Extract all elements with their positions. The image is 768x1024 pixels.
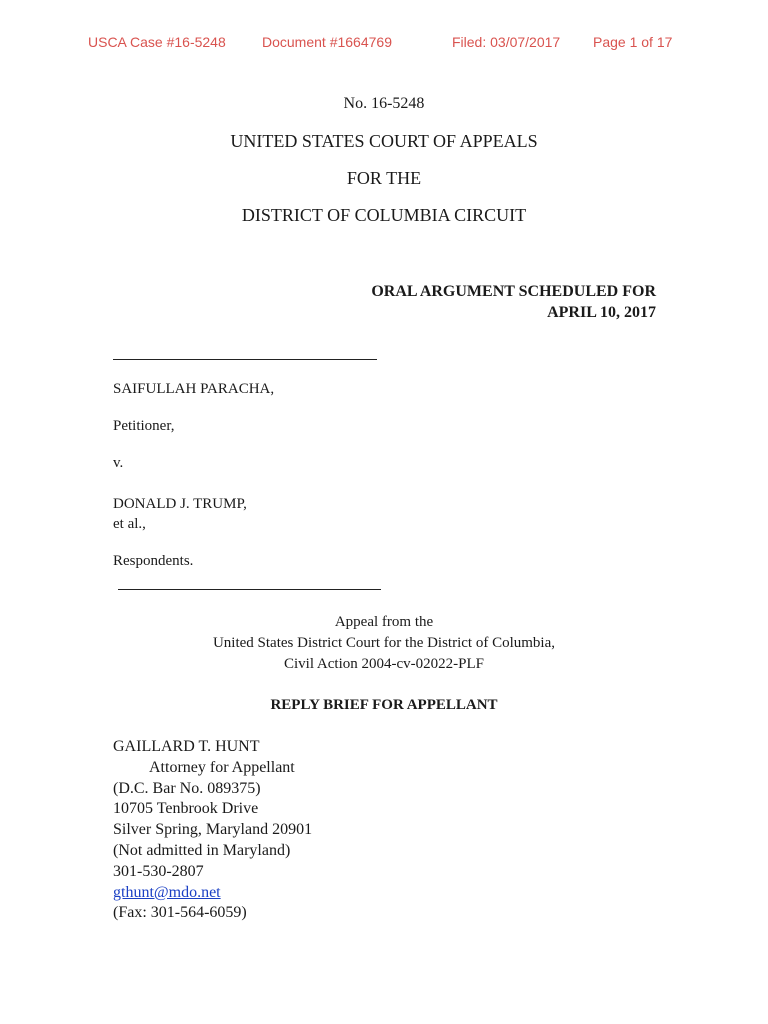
respondent-name: DONALD J. TRUMP, [113, 496, 247, 512]
header-case-number: USCA Case #16-5248 [88, 34, 226, 50]
oral-argument-line-1: ORAL ARGUMENT SCHEDULED FOR [371, 283, 656, 300]
attorney-name: GAILLARD T. HUNT [113, 738, 260, 755]
caption-rule-bottom [118, 589, 381, 590]
attorney-role: Attorney for Appellant [149, 758, 295, 776]
attorney-fax: (Fax: 301-564-6059) [113, 904, 247, 922]
attorney-phone: 301-530-2807 [113, 862, 204, 880]
header-page-count: Page 1 of 17 [593, 34, 673, 50]
attorney-note: (Not admitted in Maryland) [113, 841, 291, 859]
docket-number: No. 16-5248 [343, 95, 425, 112]
appeal-civil-action: Civil Action 2004-cv-02022-PLF [284, 656, 484, 672]
court-name-line-2: FOR THE [346, 168, 422, 188]
court-name-line-1: UNITED STATES COURT OF APPEALS [230, 131, 538, 151]
header-filed-date: Filed: 03/07/2017 [452, 34, 561, 50]
attorney-bar-number: (D.C. Bar No. 089375) [113, 779, 261, 797]
petitioner-role: Petitioner, [113, 418, 175, 434]
appeal-line-1: Appeal from the [334, 614, 434, 630]
petitioner-name: SAIFULLAH PARACHA, [113, 381, 275, 397]
respondent-et-al: et al., [113, 516, 146, 532]
versus: v. [113, 455, 124, 471]
oral-argument-notice [371, 281, 656, 323]
attorney-block [113, 737, 312, 924]
appeal-info [0, 612, 768, 675]
attorney-city: Silver Spring, Maryland 20901 [113, 821, 313, 839]
court-name-line-3: DISTRICT OF COLUMBIA CIRCUIT [241, 205, 527, 225]
attorney-email-link[interactable]: gthunt@mdo.net [113, 883, 221, 901]
respondent-role: Respondents. [113, 553, 194, 569]
caption-rule-top [113, 359, 377, 360]
oral-argument-date: APRIL 10, 2017 [547, 304, 656, 321]
header-document-number: Document #1664769 [262, 34, 392, 50]
appeal-line-2: United States District Court for the District of Columbia, [212, 635, 556, 651]
brief-title: REPLY BRIEF FOR APPELLANT [270, 697, 498, 713]
attorney-street: 10705 Tenbrook Drive [113, 800, 259, 818]
